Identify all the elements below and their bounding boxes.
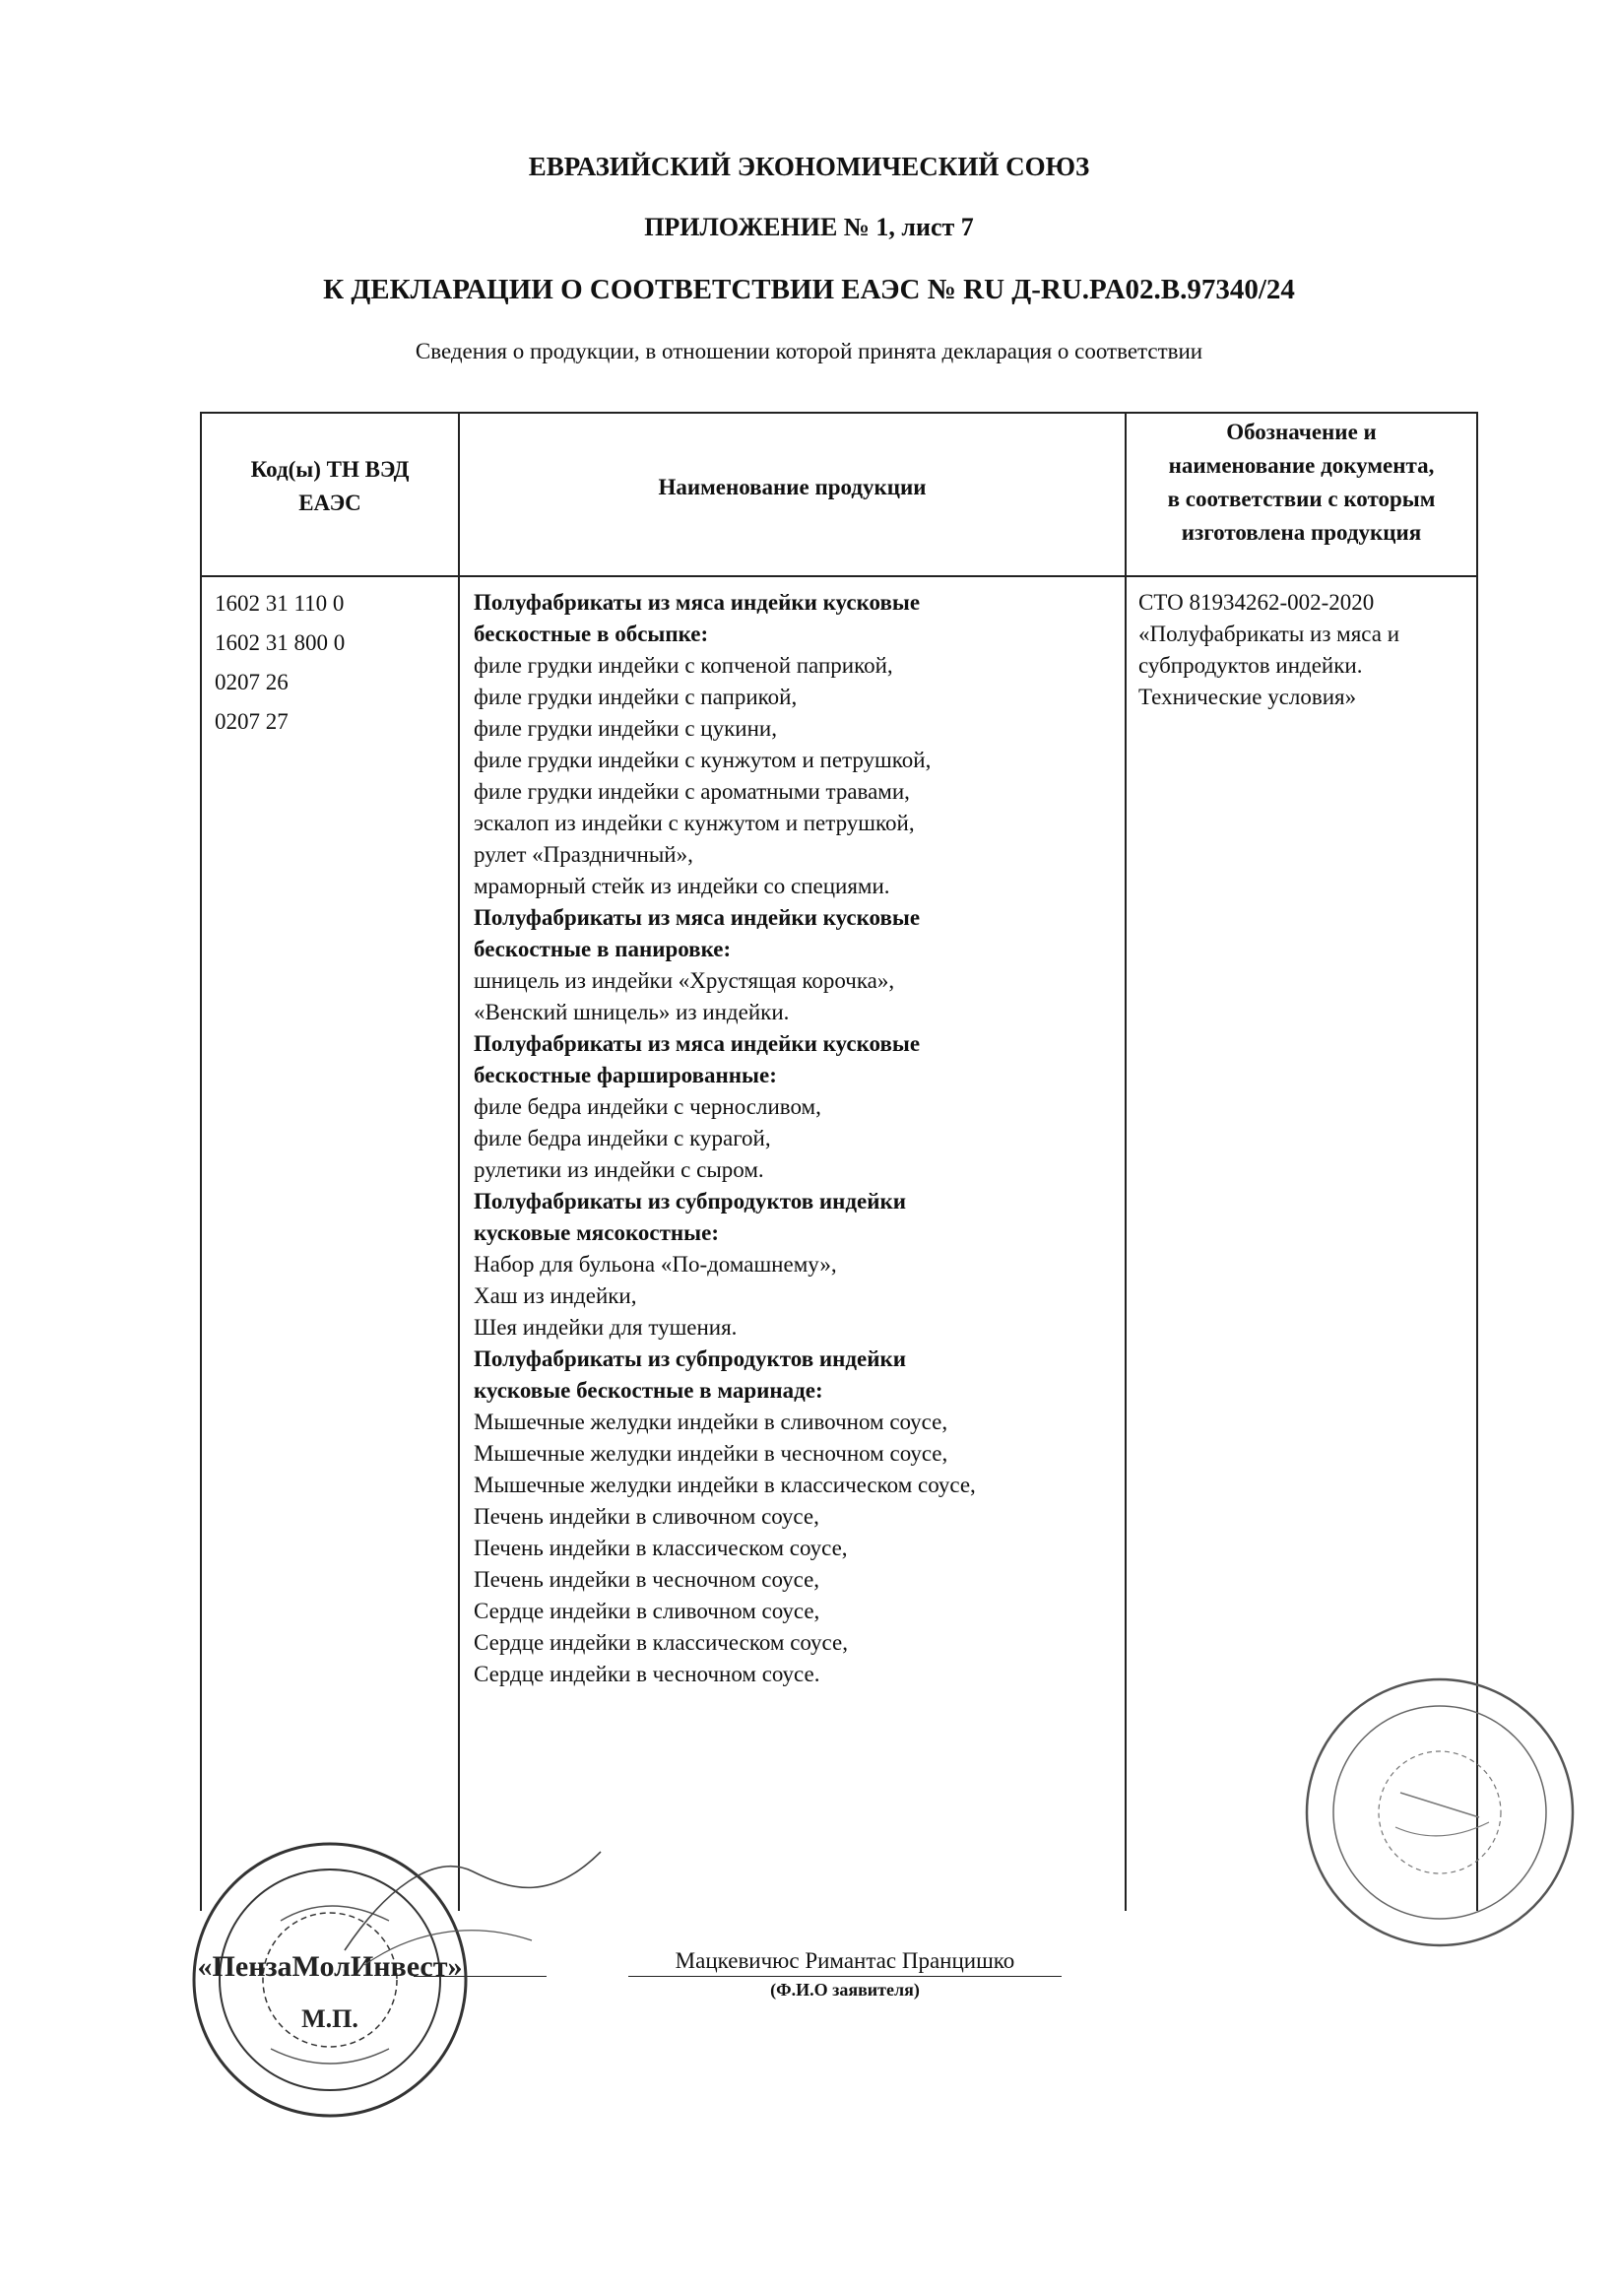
product-item: мраморный стейк из индейки со специями. bbox=[474, 874, 890, 898]
header-codes: Код(ы) ТН ВЭД ЕАЭС bbox=[250, 457, 410, 515]
product-item: Печень индейки в сливочном соусе, bbox=[474, 1504, 819, 1529]
product-item: филе грудки индейки с кунжутом и петрушкой, bbox=[474, 748, 932, 772]
subtitle: Сведения о продукции, в отношении которой принята декларация о соответствии bbox=[415, 339, 1203, 363]
svg-text:М.П.: М.П. bbox=[301, 2004, 358, 2033]
codes-cell bbox=[215, 587, 345, 745]
product-item: эскалоп из индейки с кунжутом и петрушкой, bbox=[474, 811, 915, 835]
applicant-caption: (Ф.И.О заявителя) bbox=[770, 1980, 920, 2000]
product-item: филе бедра индейки с черносливом, bbox=[474, 1094, 821, 1119]
code-item: 0207 27 bbox=[215, 709, 289, 734]
code-item: 0207 26 bbox=[215, 670, 289, 694]
product-item: Сердце индейки в сливочном соусе, bbox=[474, 1599, 820, 1623]
product-item: «Венский шницель» из индейки. bbox=[474, 1000, 790, 1024]
product-item: рулет «Праздничный», bbox=[474, 842, 693, 867]
appendix-title: ПРИЛОЖЕНИЕ № 1, лист 7 bbox=[644, 213, 974, 241]
product-group-heading: бескостные в обсыпке: bbox=[474, 622, 709, 646]
header-doc: Обозначение и наименование документа, в соответствии с которым изготовлена продукция bbox=[1167, 420, 1436, 545]
product-group-heading: Полуфабрикаты из субпродуктов индейки bbox=[474, 1346, 906, 1371]
code-item: 1602 31 800 0 bbox=[215, 630, 346, 655]
product-item: рулетики из индейки с сыром. bbox=[474, 1157, 764, 1182]
company-seal-right bbox=[1292, 1665, 1587, 1960]
doc-cell: СТО 81934262-002-2020 «Полуфабрикаты из мяса и субпродуктов индейки. Технические условия» bbox=[1138, 590, 1400, 709]
product-group-heading: кусковые бескостные в маринаде: bbox=[474, 1378, 823, 1403]
product-group-heading: Полуфабрикаты из мяса индейки кусковые bbox=[474, 590, 921, 615]
product-item: Мышечные желудки индейки в чесночном соусе, bbox=[474, 1441, 948, 1466]
product-item: Шея индейки для тушения. bbox=[474, 1315, 738, 1340]
signature-scribble bbox=[325, 1832, 620, 1980]
signature-line bbox=[628, 1976, 1062, 1977]
product-group-heading: Полуфабрикаты из субпродуктов индейки bbox=[474, 1189, 906, 1214]
product-item: Мышечные желудки индейки в классическом соусе, bbox=[474, 1473, 976, 1497]
product-group-heading: Полуфабрикаты из мяса индейки кусковые bbox=[474, 1031, 921, 1056]
product-item: Сердце индейки в чесночном соусе. bbox=[474, 1662, 820, 1686]
product-group-heading: бескостные фаршированные: bbox=[474, 1063, 777, 1087]
svg-text:«ПензаМолИнвест»: «ПензаМолИнвест» bbox=[197, 1950, 463, 1983]
product-item: филе грудки индейки с копченой паприкой, bbox=[474, 653, 893, 678]
applicant-name: Мацкевичюс Римантас Пранцишко bbox=[675, 1948, 1015, 1973]
product-item: филе грудки индейки с паприкой, bbox=[474, 685, 798, 709]
union-title: ЕВРАЗИЙСКИЙ ЭКОНОМИЧЕСКИЙ СОЮЗ bbox=[528, 152, 1090, 181]
product-group-heading: Полуфабрикаты из мяса индейки кусковые bbox=[474, 905, 921, 930]
product-group-heading: кусковые мясокостные: bbox=[474, 1220, 719, 1245]
product-item: филе грудки индейки с ароматными травами, bbox=[474, 779, 910, 804]
products-cell bbox=[474, 587, 1124, 1690]
product-item: филе грудки индейки с цукини, bbox=[474, 716, 777, 741]
product-item: Сердце индейки в классическом соусе, bbox=[474, 1630, 848, 1655]
product-item: Печень индейки в чесночном соусе, bbox=[474, 1567, 820, 1592]
product-item: Мышечные желудки индейки в сливочном соусе, bbox=[474, 1410, 948, 1434]
product-item: Хаш из индейки, bbox=[474, 1283, 637, 1308]
declaration-title: К ДЕКЛАРАЦИИ О СООТВЕТСТВИИ ЕАЭС № RU Д-RU.PA02.B.97340/24 bbox=[323, 274, 1295, 305]
product-item: филе бедра индейки с курагой, bbox=[474, 1126, 771, 1150]
product-item: шницель из индейки «Хрустящая корочка», bbox=[474, 968, 895, 993]
code-item: 1602 31 110 0 bbox=[215, 591, 345, 616]
product-group-heading: бескостные в панировке: bbox=[474, 937, 732, 961]
product-item: Печень индейки в классическом соусе, bbox=[474, 1536, 848, 1560]
header-name: Наименование продукции bbox=[658, 475, 927, 499]
product-item: Набор для бульона «По-домашнему», bbox=[474, 1252, 837, 1277]
